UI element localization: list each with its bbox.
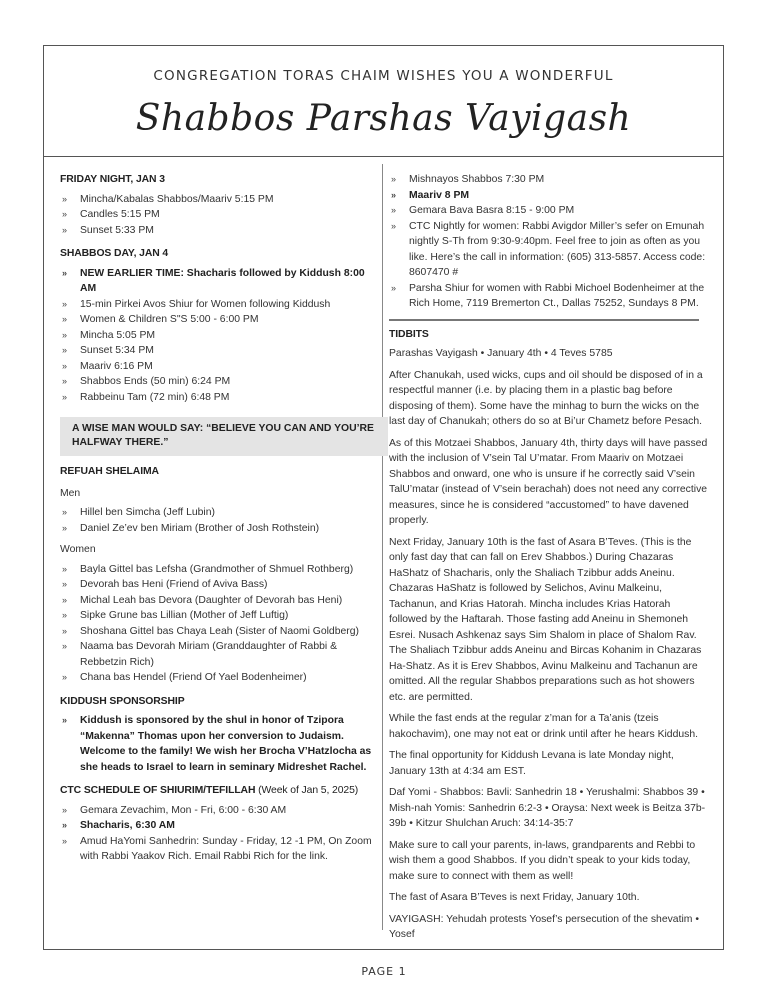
tidbit-paragraph: The fast of Asara B’Teves is next Friday, January 10th. [389, 892, 640, 903]
men-label: Men [60, 487, 81, 499]
bullet-icon: » [62, 804, 68, 815]
schedule-week-note: (Week of Jan 5, 2025) [258, 785, 359, 796]
tidbit-paragraph: VAYIGASH: Yehudah protests Yosef’s persecution of the shevatim • Yosef [389, 913, 699, 940]
list-item: » Shabbos Ends (50 min) 6:24 PM [60, 374, 372, 390]
tidbit-paragraph: Next Friday, January 10th is the fast of Asara B’Teves. (This is the only fast day that can fall on Erev Shabbos.) During Chazaras HaShatz of Shacharis, only the Shaliach Tzibbur adds Aneinu. Chazaras HaShatz is followed by Selichos, Avinu Malkeinu, Tachanun, and Krias Hatorah. Mincha includes Krias Hatorah followed by the Haftarah. Those fasting add Aneinu in Shemoneh Esrei. Nusach Ashkenaz says Sim Shalom in place of Shalom Rav. The Shaliach Tzibbur adds Aneinu and Bircas Kohanim in Chazaras Ha-Shatz. As it is Erev Shabbos, Avinu Malkeinu and Tachanun are omitted. All the regular Shabbos preparations such as hot showers etc. are permitted. [389, 536, 702, 703]
bullet-icon: » [62, 224, 68, 235]
kiddush-heading: KIDDUSH SPONSORSHIP [60, 695, 185, 707]
list-item: » Women & Children S"S 5:00 - 6:00 PM [60, 312, 372, 328]
refuah-heading: REFUAH SHELAIMA [60, 466, 159, 477]
list-item: » Naama bas Devorah Miriam (Granddaughter of Rabbi & Rebbetzin Rich) [62, 641, 338, 668]
bullet-icon: » [62, 835, 68, 846]
list-item: » Sunset 5:34 PM [60, 343, 372, 359]
bullet-icon: » [62, 345, 68, 355]
list-item: » Gemara Bava Basra 8:15 - 9:00 PM [389, 203, 709, 219]
tidbit-paragraph: Daf Yomi - Shabbos: Bavli: Sanhedrin 18 • Yerushalmi: Shabbos 39 • Mish-nah Yomis: Sanhedrin 6:2-3 • Oraysa: Next week is Beitza 37b-39b • Kitzur Shulchan Aruch: 34:14-35:7 [389, 787, 706, 829]
schedule-continued-list [389, 172, 709, 312]
bullet-icon: » [62, 641, 68, 651]
bullet-icon: » [62, 360, 68, 371]
list-item: » 15-min Pirkei Avos Shiur for Women following Kiddush [60, 297, 372, 313]
shabbos-list [60, 266, 372, 406]
friday-list [60, 192, 372, 239]
bullet-icon: » [62, 715, 68, 725]
list-item: » Parsha Shiur for women with Rabbi Michoel Bodenheimer at the Rich Home, 7119 Bremerton Ct., Dallas 75252, Sundays 8 PM. [391, 282, 705, 309]
newsletter-frame [43, 45, 724, 950]
bullet-icon: » [62, 507, 68, 517]
tidbit-paragraph: Parashas Vayigash • January 4th • 4 Teves 5785 [389, 348, 613, 359]
list-item: » Mincha 5:05 PM [60, 328, 372, 344]
list-item: » Mishnayos Shabbos 7:30 PM [389, 172, 709, 188]
tidbit-paragraph: As of this Motzaei Shabbos, January 4th, thirty days will have passed with the inclusion of V’sein Tal U’matar. From Maariv on Motzaei Shabbos and onward, one who is unsure if he correctly said V’sein TalU’matar (instead of V’sein berachah) does not need any corrective measures, since he is considered “accustomed” to have davened properly. [389, 437, 708, 526]
tidbits-heading: TIDBITS [389, 328, 429, 340]
bullet-icon: » [62, 522, 68, 533]
right-column [389, 172, 709, 949]
column-divider [382, 164, 383, 930]
bullet-icon: » [391, 174, 397, 184]
bullet-icon: » [62, 329, 68, 340]
list-item: » Sunset 5:33 PM [60, 223, 372, 239]
list-item: » Gemara Zevachim, Mon - Fri, 6:00 - 6:30 AM [60, 803, 372, 819]
list-item: » Kiddush is sponsored by the shul in honor of Tzipora “Makenna” Thomas upon her conversion to Judaism. Welcome to the family! We wish her Brocha V’Hatzlocha as she heads to Israel to learn in seminary Midreshet Rachel. [62, 715, 372, 773]
list-item: » Mincha/Kabalas Shabbos/Maariv 5:15 PM [60, 192, 372, 208]
bullet-icon: » [62, 610, 68, 620]
masthead [44, 46, 723, 157]
bullet-icon: » [62, 267, 68, 278]
list-item: » Shoshana Gittel bas Chaya Leah (Sister of Naomi Goldberg) [60, 624, 372, 640]
bullet-icon: » [391, 189, 397, 200]
list-item: » Bayla Gittel bas Lefsha (Grandmother of Shmuel Rothberg) [60, 562, 372, 578]
left-column [60, 172, 372, 871]
bullet-icon: » [62, 563, 68, 574]
women-label: Women [60, 544, 96, 555]
bullet-icon: » [62, 594, 68, 605]
bullet-icon: » [62, 209, 68, 219]
list-item: » Daniel Ze’ev ben Miriam (Brother of Josh Rothstein) [60, 521, 372, 537]
list-item: » Chana bas Hendel (Friend Of Yael Bodenheimer) [60, 670, 372, 686]
quote-box: A WISE MAN WOULD SAY: “BELIEVE YOU CAN AND YOU’RE HALFWAY THERE.” [60, 417, 388, 456]
section-rule [389, 319, 699, 321]
kiddush-list [60, 713, 372, 775]
list-item: » Michal Leah bas Devora (Daughter of Devorah bas Heni) [60, 593, 372, 609]
list-item: » Amud HaYomi Sanhedrin: Sunday - Friday, 12 -1 PM, On Zoom with Rabbi Yaakov Rich. Email Rabbi Rich for the link. [62, 835, 372, 862]
list-item: » Maariv 8 PM [389, 188, 709, 204]
page-number: PAGE 1 [361, 965, 407, 978]
list-item: » Maariv 6:16 PM [60, 359, 372, 375]
bullet-icon: » [62, 314, 68, 324]
bullet-icon: » [62, 625, 68, 636]
bullet-icon: » [62, 193, 68, 204]
list-item: » Hillel ben Simcha (Jeff Lubin) [60, 505, 372, 521]
schedule-heading: CTC SCHEDULE OF SHIURIM/TEFILLAH (Week of Jan 5, 2025) [60, 785, 359, 796]
bullet-icon: » [62, 298, 68, 309]
bullet-icon: » [62, 391, 68, 402]
list-item: » Shacharis, 6:30 AM [60, 818, 372, 834]
friday-heading: FRIDAY NIGHT, JAN 3 [60, 174, 165, 185]
tidbit-paragraph: The final opportunity for Kiddush Levana is late Monday night, January 13th at 4:34 am EST. [389, 750, 674, 777]
bullet-icon: » [391, 205, 397, 215]
tidbit-paragraph: While the fast ends at the regular z’man for a Ta’anis (tzeis hakochavim), one may not eat or drink until after he hears Kiddush. [389, 713, 698, 740]
tidbit-paragraph: Make sure to call your parents, in-laws, grandparents and Rebbi to wish them a good Shabbos. If you didn’t speak to your kids today, make sure to connect with them as well! [389, 839, 696, 882]
list-item: » CTC Nightly for women: Rabbi Avigdor Miller’s sefer on Emunah nightly S-Th from 9:30-9:40pm. Feel free to join as often as you like. Here’s the call in information: (605) 313-5857. Access code: 8607470 # [391, 220, 706, 278]
tidbit-paragraph: After Chanukah, used wicks, cups and oil should be disposed of in a respectful manner (i.e. by placing them in a plastic bag before disposing of them). Some have the minhag to burn the wicks on the last day of Chanukah; others do so at Bi’ur Chametz before Pesach. [389, 369, 703, 427]
bullet-icon: » [391, 282, 397, 293]
masthead-title: Shabbos Parshas Vayigash [135, 98, 632, 139]
bullet-icon: » [62, 820, 68, 830]
men-list [60, 505, 372, 536]
women-list [60, 562, 372, 686]
list-item: » Sipke Grune bas Lillian (Mother of Jeff Luftig) [60, 608, 372, 624]
bullet-icon: » [62, 672, 68, 682]
list-item: » Candles 5:15 PM [60, 207, 372, 223]
list-item: » Rabbeinu Tam (72 min) 6:48 PM [60, 390, 372, 406]
shabbos-heading: SHABBOS DAY, JAN 4 [60, 248, 169, 259]
bullet-icon: » [62, 579, 68, 589]
masthead-kicker: CONGREGATION TORAS CHAIM WISHES YOU A WONDERFUL [153, 68, 614, 84]
list-item: » Devorah bas Heni (Friend of Aviva Bass) [60, 577, 372, 593]
bullet-icon: » [62, 376, 68, 386]
bullet-icon: » [391, 220, 397, 231]
list-item: » NEW EARLIER TIME: Shacharis followed by Kiddush 8:00 AM [62, 267, 365, 294]
schedule-list [60, 803, 372, 865]
